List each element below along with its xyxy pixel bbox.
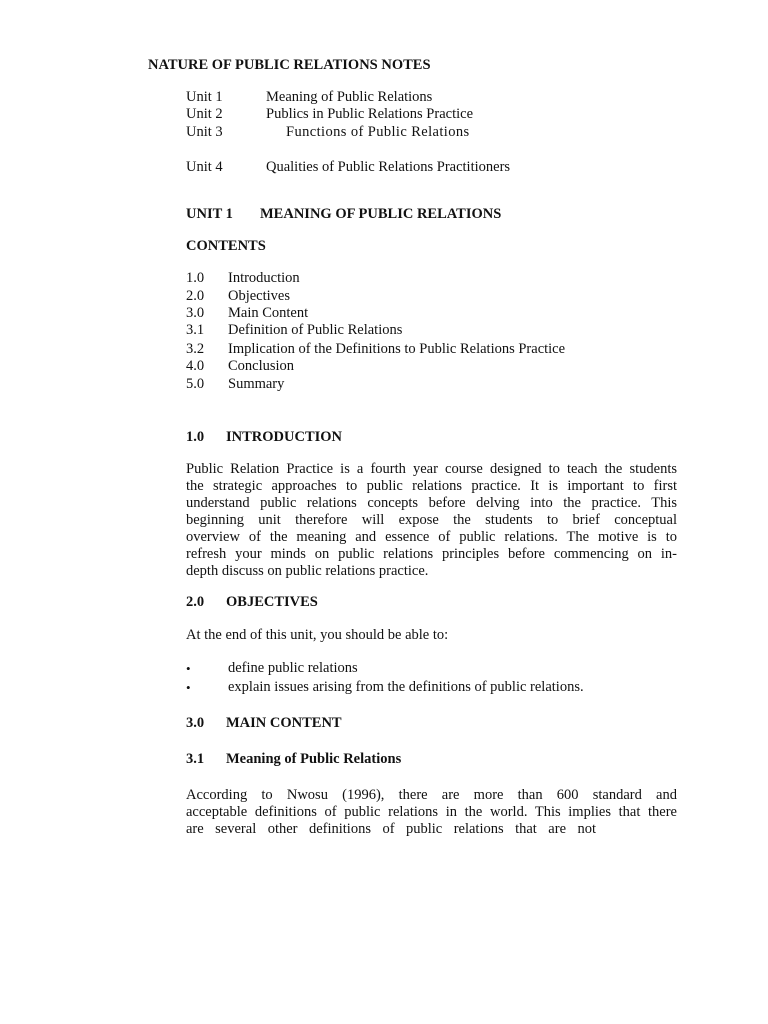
meaning-heading: Meaning of Public Relations <box>226 751 402 767</box>
meaning-paragraph <box>186 787 677 838</box>
objectives-lead: At the end of this unit, you should be able to: <box>186 627 449 643</box>
unit-2-number: Unit 2 <box>186 106 223 122</box>
intro-line: refresh your minds on public relations principles before commencing on in- <box>186 546 677 562</box>
objective-item: explain issues arising from the definitions of public relations. <box>228 679 584 695</box>
contents-item-text: Objectives <box>228 288 291 304</box>
intro-line: depth discuss on public relations practice. <box>186 563 429 579</box>
bullet-icon: • <box>186 680 191 695</box>
contents-item-text: Introduction <box>228 270 300 286</box>
unit1-heading-text: MEANING OF PUBLIC RELATIONS <box>260 206 502 222</box>
contents-item-text: Definition of Public Relations <box>228 322 403 338</box>
intro-paragraph <box>186 461 677 580</box>
intro-heading: INTRODUCTION <box>226 429 343 445</box>
contents-item-text: Summary <box>228 376 285 392</box>
meaning-line: acceptable definitions of public relations in the world. This implies that there <box>186 804 677 820</box>
contents-item-text: Conclusion <box>228 358 295 374</box>
contents-item-number: 4.0 <box>186 358 205 374</box>
unit-3-title: Functions of Public Relations <box>286 124 470 140</box>
intro-line: the strategic approaches to public relations practice. It is important to first <box>186 478 677 494</box>
main-content-heading-number: 3.0 <box>186 715 205 731</box>
meaning-heading-number: 3.1 <box>186 751 205 767</box>
meaning-line: According to Nwosu (1996), there are more than 600 standard and <box>186 787 677 803</box>
unit-1-title: Meaning of Public Relations <box>266 89 433 105</box>
unit-1-number: Unit 1 <box>186 89 223 105</box>
objectives-heading-number: 2.0 <box>186 594 205 610</box>
document-title: NATURE OF PUBLIC RELATIONS NOTES <box>148 57 431 73</box>
intro-line: understand public relations concepts before delving into the practice. This <box>186 495 677 511</box>
unit-4-number: Unit 4 <box>186 159 223 175</box>
contents-item-number: 2.0 <box>186 288 205 304</box>
unit-4-title: Qualities of Public Relations Practitioners <box>266 159 511 175</box>
contents-item-number: 3.2 <box>186 341 205 357</box>
contents-item-number: 3.1 <box>186 322 205 338</box>
unit-2-title: Publics in Public Relations Practice <box>266 106 474 122</box>
contents-item-number: 1.0 <box>186 270 205 286</box>
contents-item-number: 3.0 <box>186 305 205 321</box>
contents-heading: CONTENTS <box>186 238 266 254</box>
unit-3-number: Unit 3 <box>186 124 223 140</box>
meaning-line: are several other definitions of public relations that are not <box>186 821 596 837</box>
unit1-heading-number: UNIT 1 <box>186 206 233 222</box>
contents-item-text: Main Content <box>228 305 309 321</box>
objective-item: define public relations <box>228 660 358 676</box>
intro-line: overview of the meaning and essence of public relations. The motive is to <box>186 529 677 545</box>
contents-item-number: 5.0 <box>186 376 205 392</box>
bullet-icon: • <box>186 661 191 676</box>
intro-line: beginning unit therefore will expose the students to brief conceptual <box>186 512 677 528</box>
main-content-heading: MAIN CONTENT <box>226 715 342 731</box>
objectives-heading: OBJECTIVES <box>226 594 318 610</box>
intro-heading-number: 1.0 <box>186 429 205 445</box>
contents-item-text: Implication of the Definitions to Public Relations Practice <box>228 341 566 357</box>
intro-line: Public Relation Practice is a fourth year course designed to teach the students <box>186 461 677 477</box>
